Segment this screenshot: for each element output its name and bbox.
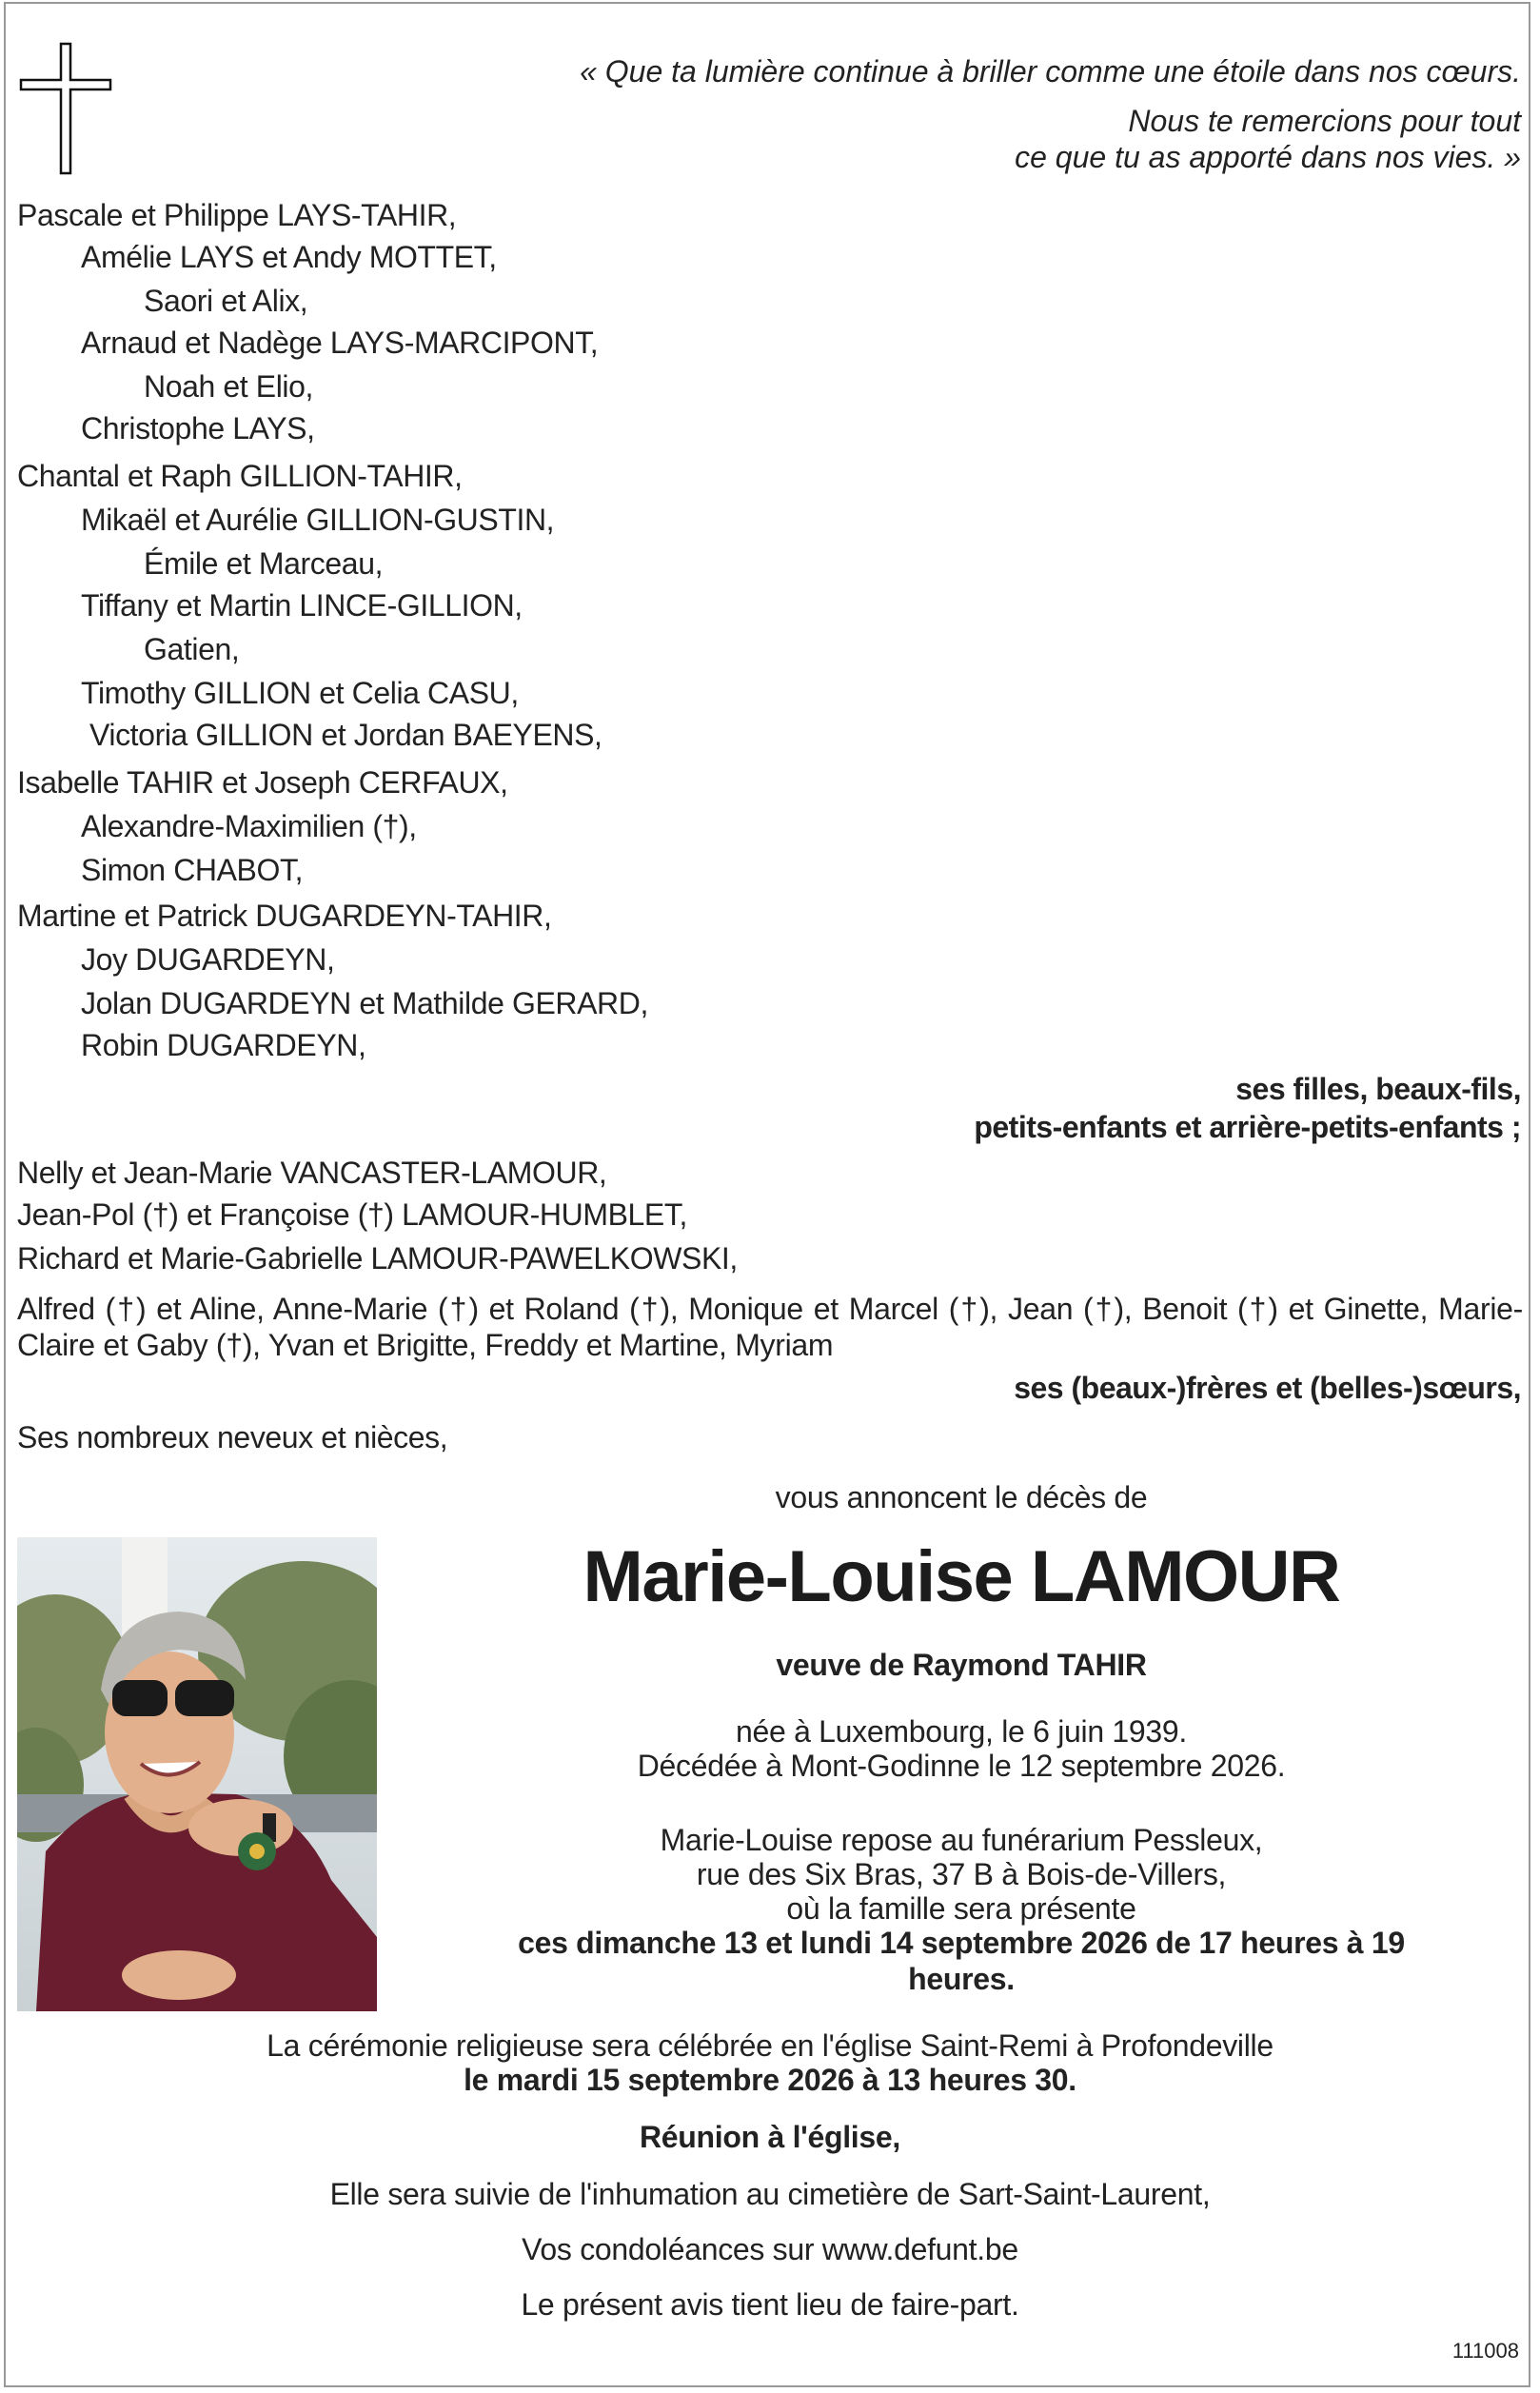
memorial-quote [474, 53, 1521, 175]
ceremony-line: La cérémonie religieuse sera célébrée en l'église Saint-Remi à Profondeville [267, 2028, 1273, 2063]
ceremony-date: le mardi 15 septembre 2026 à 13 heures 30. [464, 2063, 1076, 2097]
family-line: Robin DUGARDEYN, [81, 1028, 366, 1062]
portrait-photo [17, 1537, 377, 2011]
notice-line: Le présent avis tient lieu de faire-part. [521, 2287, 1019, 2322]
birth-info: née à Luxembourg, le 6 juin 1939. [735, 1714, 1187, 1749]
family-line: Jolan DUGARDEYN et Mathilde GERARD, [81, 986, 648, 1020]
family-present-line: où la famille sera présente [786, 1891, 1136, 1926]
family-line: Alexandre-Maximilien (†), [81, 809, 417, 843]
family-line: Christophe LAYS, [81, 411, 315, 445]
siblings-label: ses (beaux-)frères et (belles-)sœurs, [1014, 1371, 1521, 1405]
family-line: Tiffany et Martin LINCE-GILLION, [81, 588, 523, 623]
announcement-intro: vous annoncent le décès de [775, 1480, 1148, 1514]
family-line: Joy DUGARDEYN, [81, 942, 335, 977]
reference-number: 111008 [1451, 2339, 1519, 2363]
children-label: ses filles, beaux-fils, [1235, 1072, 1521, 1106]
family-line: Arnaud et Nadège LAYS-MARCIPONT, [81, 326, 599, 360]
condolences-line: Vos condoléances sur www.defunt.be [522, 2232, 1018, 2266]
siblings-paragraph: Alfred (†) et Aline, Anne-Marie (†) et Roland (†), Monique et Marcel (†), Jean (†), Benoit (†) et Ginette, Marie-Claire et Gaby (†), Yvan et Brigitte, Freddy et Martine, Myriam [17, 1292, 1523, 1362]
family-line: Simon CHABOT, [81, 853, 304, 887]
cross-icon [17, 42, 114, 175]
family-line: Émile et Marceau, [144, 546, 384, 581]
family-line: Victoria GILLION et Jordan BAEYENS, [89, 718, 602, 752]
family-line: Saori et Alix, [144, 284, 308, 318]
nephews-line: Ses nombreux neveux et nièces, [17, 1420, 448, 1454]
family-line: Gatien, [144, 632, 240, 666]
grandchildren-label: petits-enfants et arrière-petits-enfants ; [974, 1110, 1521, 1144]
family-line: Mikaël et Aurélie GILLION-GUSTIN, [81, 503, 555, 537]
family-line: Amélie LAYS et Andy MOTTET, [81, 240, 497, 274]
family-line: Noah et Elio, [144, 369, 314, 404]
quote-line-2: Nous te remercions pour tout [1128, 104, 1521, 138]
quote-line-1: « Que ta lumière continue à briller comme une étoile dans nos cœurs. [580, 54, 1521, 89]
family-line: Timothy GILLION et Celia CASU, [81, 676, 519, 710]
burial-line: Elle sera suivie de l'inhumation au cimetière de Sart-Saint-Laurent, [329, 2177, 1211, 2211]
sibling-line: Richard et Marie-Gabrielle LAMOUR-PAWELKOWSKI, [17, 1241, 738, 1276]
quote-line-3: ce que tu as apporté dans nos vies. » [1015, 140, 1521, 174]
church-meeting: Réunion à l'église, [640, 2120, 900, 2154]
family-line: Chantal et Raph GILLION-TAHIR, [17, 459, 463, 493]
deceased-name: Marie-Louise LAMOUR [582, 1536, 1340, 1617]
family-line: Pascale et Philippe LAYS-TAHIR, [17, 198, 457, 232]
funeral-home-line: Marie-Louise repose au funérarium Pessleux, [660, 1823, 1263, 1857]
sibling-line: Nelly et Jean-Marie VANCASTER-LAMOUR, [17, 1156, 607, 1190]
widow-of: veuve de Raymond TAHIR [776, 1648, 1147, 1682]
family-line: Isabelle TAHIR et Joseph CERFAUX, [17, 765, 508, 800]
address-line: rue des Six Bras, 37 B à Bois-de-Villers, [696, 1857, 1227, 1891]
family-line: Martine et Patrick DUGARDEYN-TAHIR, [17, 899, 552, 933]
death-info: Décédée à Mont-Godinne le 12 septembre 2026. [637, 1749, 1286, 1783]
sibling-line: Jean-Pol (†) et Françoise (†) LAMOUR-HUMBLET, [17, 1197, 687, 1232]
visiting-hours: ces dimanche 13 et lundi 14 septembre 2026 de 17 heures à 19 heures. [518, 1926, 1405, 1996]
